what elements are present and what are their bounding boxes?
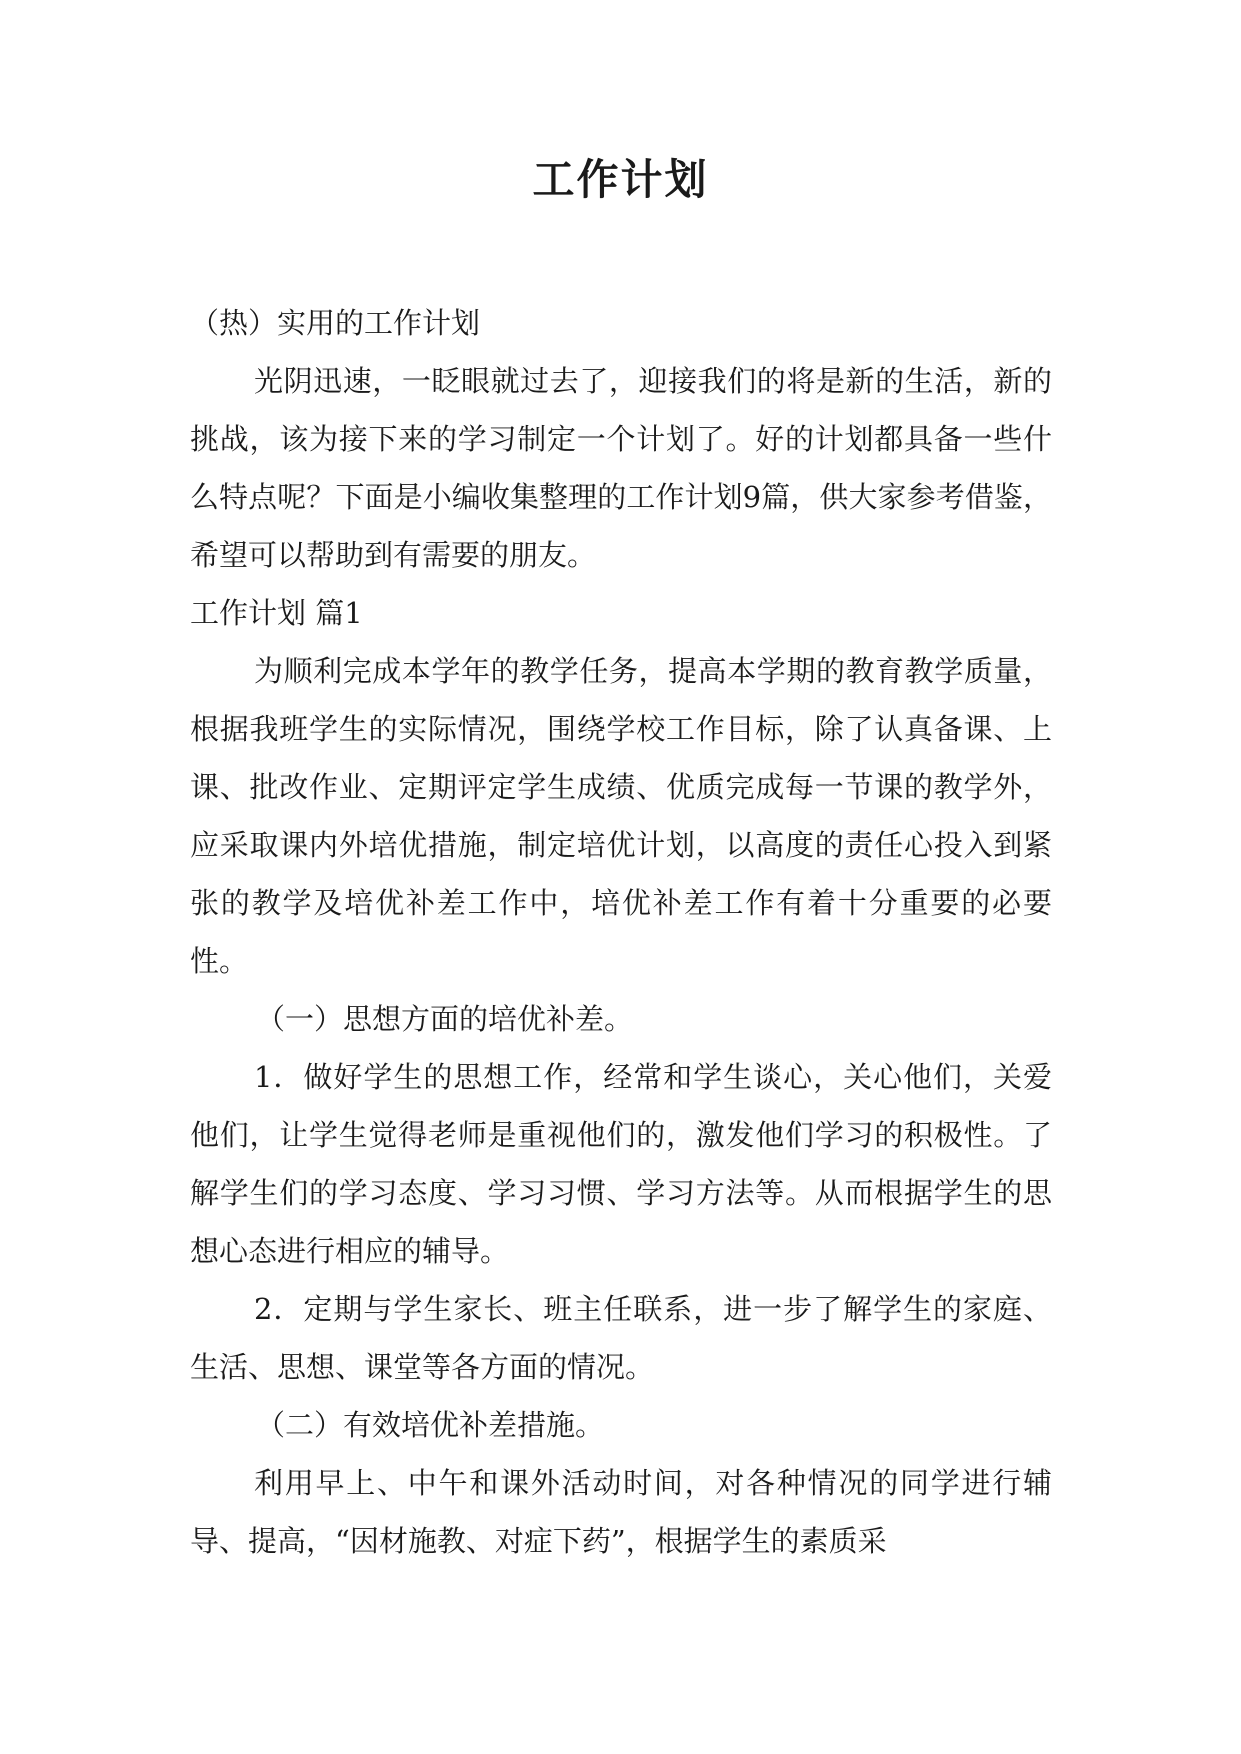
list-item-2: 2．定期与学生家长、班主任联系，进一步了解学生的家庭、生活、思想、课堂等各方面的情况。 — [190, 1292, 1052, 1384]
list-item-1: 1．做好学生的思想工作，经常和学生谈心，关心他们，关爱他们，让学生觉得老师是重视他们的，激发他们学习的积极性。了解学生们的学习态度、学习习惯、学习方法等。从而根据学生的思想心态进行相应的辅导。 — [190, 1060, 1052, 1268]
subheading-1: （一）思想方面的培优补差。 — [256, 1002, 634, 1036]
subheading-2: （二）有效培优补差措施。 — [256, 1408, 605, 1442]
intro-paragraph: 光阴迅速，一眨眼就过去了，迎接我们的将是新的生活，新的挑战，该为接下来的学习制定一个计划了。好的计划都具备一些什么特点呢？下面是小编收集整理的工作计划9篇，供大家参考借鉴，希望可以帮助到有需要的朋友。 — [190, 364, 1052, 572]
document-title: 工作计划 — [532, 155, 709, 204]
document-subtitle: （热）实用的工作计划 — [190, 306, 481, 340]
paragraph-2: 利用早上、中午和课外活动时间，对各种情况的同学进行辅导、提高，“因材施教、对症下药”，根据学生的素质采 — [190, 1466, 1052, 1558]
document-body — [190, 294, 1052, 1570]
section-heading: 工作计划 篇1 — [190, 596, 363, 630]
paragraph-1: 为顺利完成本学年的教学任务，提高本学期的教育教学质量，根据我班学生的实际情况，围绕学校工作目标，除了认真备课、上课、批改作业、定期评定学生成绩、优质完成每一节课的教学外，应采取课内外培优措施，制定培优计划，以高度的责任心投入到紧张的教学及培优补差工作中，培优补差工作有着十分重要的必要性。 — [190, 654, 1052, 978]
